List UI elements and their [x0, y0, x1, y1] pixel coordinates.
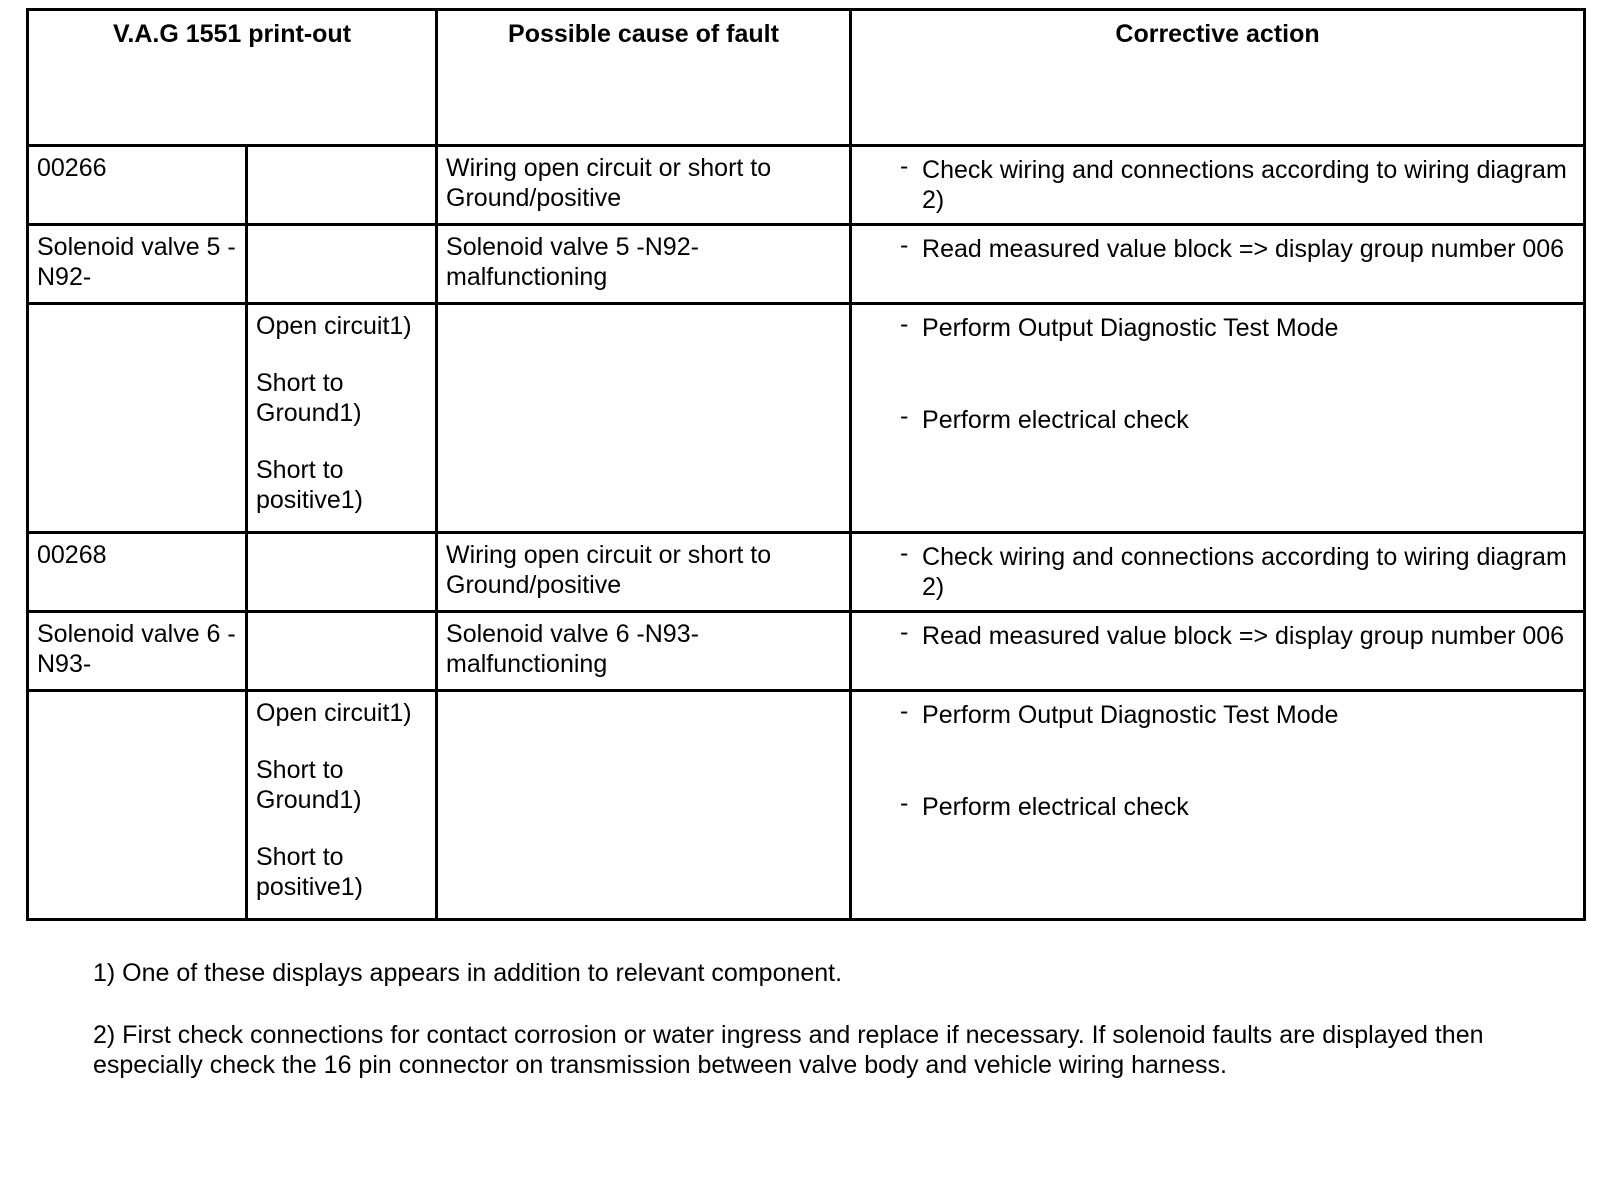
sub-fault-cell: [247, 691, 437, 920]
component-name: Solenoid valve 5 -N92-: [37, 233, 236, 291]
footnotes: [93, 958, 1573, 1112]
action-cell: [851, 225, 1585, 304]
sub-fault-open: Open circuit1): [256, 699, 412, 727]
table-row: [28, 612, 1585, 691]
sub-fault-ground: Short to Ground1): [256, 756, 362, 814]
empty-cell: [437, 304, 851, 533]
footnote-1: 1) One of these displays appears in addition to relevant component.: [93, 959, 843, 987]
table-row: [28, 146, 1585, 225]
action-text: Perform Output Diagnostic Test Mode: [922, 701, 1339, 729]
cause-text: Solenoid valve 5 -N92- malfunctioning: [446, 233, 699, 291]
fault-code: 00268: [37, 541, 107, 569]
component-cell: [28, 612, 247, 691]
empty-cell: [28, 304, 247, 533]
action-text: Check wiring and connections according to wiring diagram 2): [922, 156, 1567, 214]
cause-text: Wiring open circuit or short to Ground/positive: [446, 154, 772, 212]
dash-bullet: -: [900, 310, 909, 338]
dash-bullet: -: [900, 539, 909, 567]
action-text: Perform Output Diagnostic Test Mode: [922, 314, 1339, 342]
header-action: Corrective action: [851, 10, 1585, 146]
fault-table: [26, 8, 1586, 921]
table-row: [28, 691, 1585, 920]
header-row: [28, 10, 1585, 146]
action-cell: [851, 691, 1585, 920]
sub-fault-ground: Short to Ground1): [256, 369, 362, 427]
footnote-2: 2) First check connections for contact corrosion or water ingress and replace if necessary. If solenoid faults are displayed then especially check the 16 pin connector on transmission between valve body and vehicle wiring harness.: [93, 1021, 1484, 1079]
action-text: Perform electrical check: [922, 793, 1189, 821]
fault-code-cell: [28, 533, 247, 612]
component-name: Solenoid valve 6 -N93-: [37, 620, 236, 678]
empty-cell: [247, 612, 437, 691]
cause-text: Solenoid valve 6 -N93- malfunctioning: [446, 620, 699, 678]
empty-cell: [247, 225, 437, 304]
action-text: Perform electrical check: [922, 406, 1189, 434]
table-row: [28, 533, 1585, 612]
header-printout: V.A.G 1551 print-out: [28, 10, 437, 146]
cause-cell: [437, 146, 851, 225]
dash-bullet: -: [900, 618, 909, 646]
empty-cell: [437, 691, 851, 920]
sub-fault-open: Open circuit1): [256, 312, 412, 340]
dash-bullet: -: [900, 402, 909, 430]
empty-cell: [247, 146, 437, 225]
action-text: Read measured value block => display group number 006: [922, 235, 1565, 263]
action-cell: [851, 612, 1585, 691]
action-text: Read measured value block => display group number 006: [922, 622, 1565, 650]
action-cell: [851, 304, 1585, 533]
cause-cell: [437, 612, 851, 691]
fault-code: 00266: [37, 154, 107, 182]
sub-fault-cell: [247, 304, 437, 533]
header-cause: Possible cause of fault: [437, 10, 851, 146]
empty-cell: [247, 533, 437, 612]
dash-bullet: -: [900, 231, 909, 259]
cause-text: Wiring open circuit or short to Ground/positive: [446, 541, 772, 599]
dash-bullet: -: [900, 789, 909, 817]
cause-cell: [437, 533, 851, 612]
action-text: Check wiring and connections according to wiring diagram 2): [922, 543, 1567, 601]
empty-cell: [28, 691, 247, 920]
table-row: [28, 304, 1585, 533]
cause-cell: [437, 225, 851, 304]
action-cell: [851, 533, 1585, 612]
action-cell: [851, 146, 1585, 225]
table-row: [28, 225, 1585, 304]
sub-fault-positive: Short to positive1): [256, 456, 363, 514]
dash-bullet: -: [900, 152, 909, 180]
dash-bullet: -: [900, 697, 909, 725]
component-cell: [28, 225, 247, 304]
fault-code-cell: [28, 146, 247, 225]
sub-fault-positive: Short to positive1): [256, 843, 363, 901]
